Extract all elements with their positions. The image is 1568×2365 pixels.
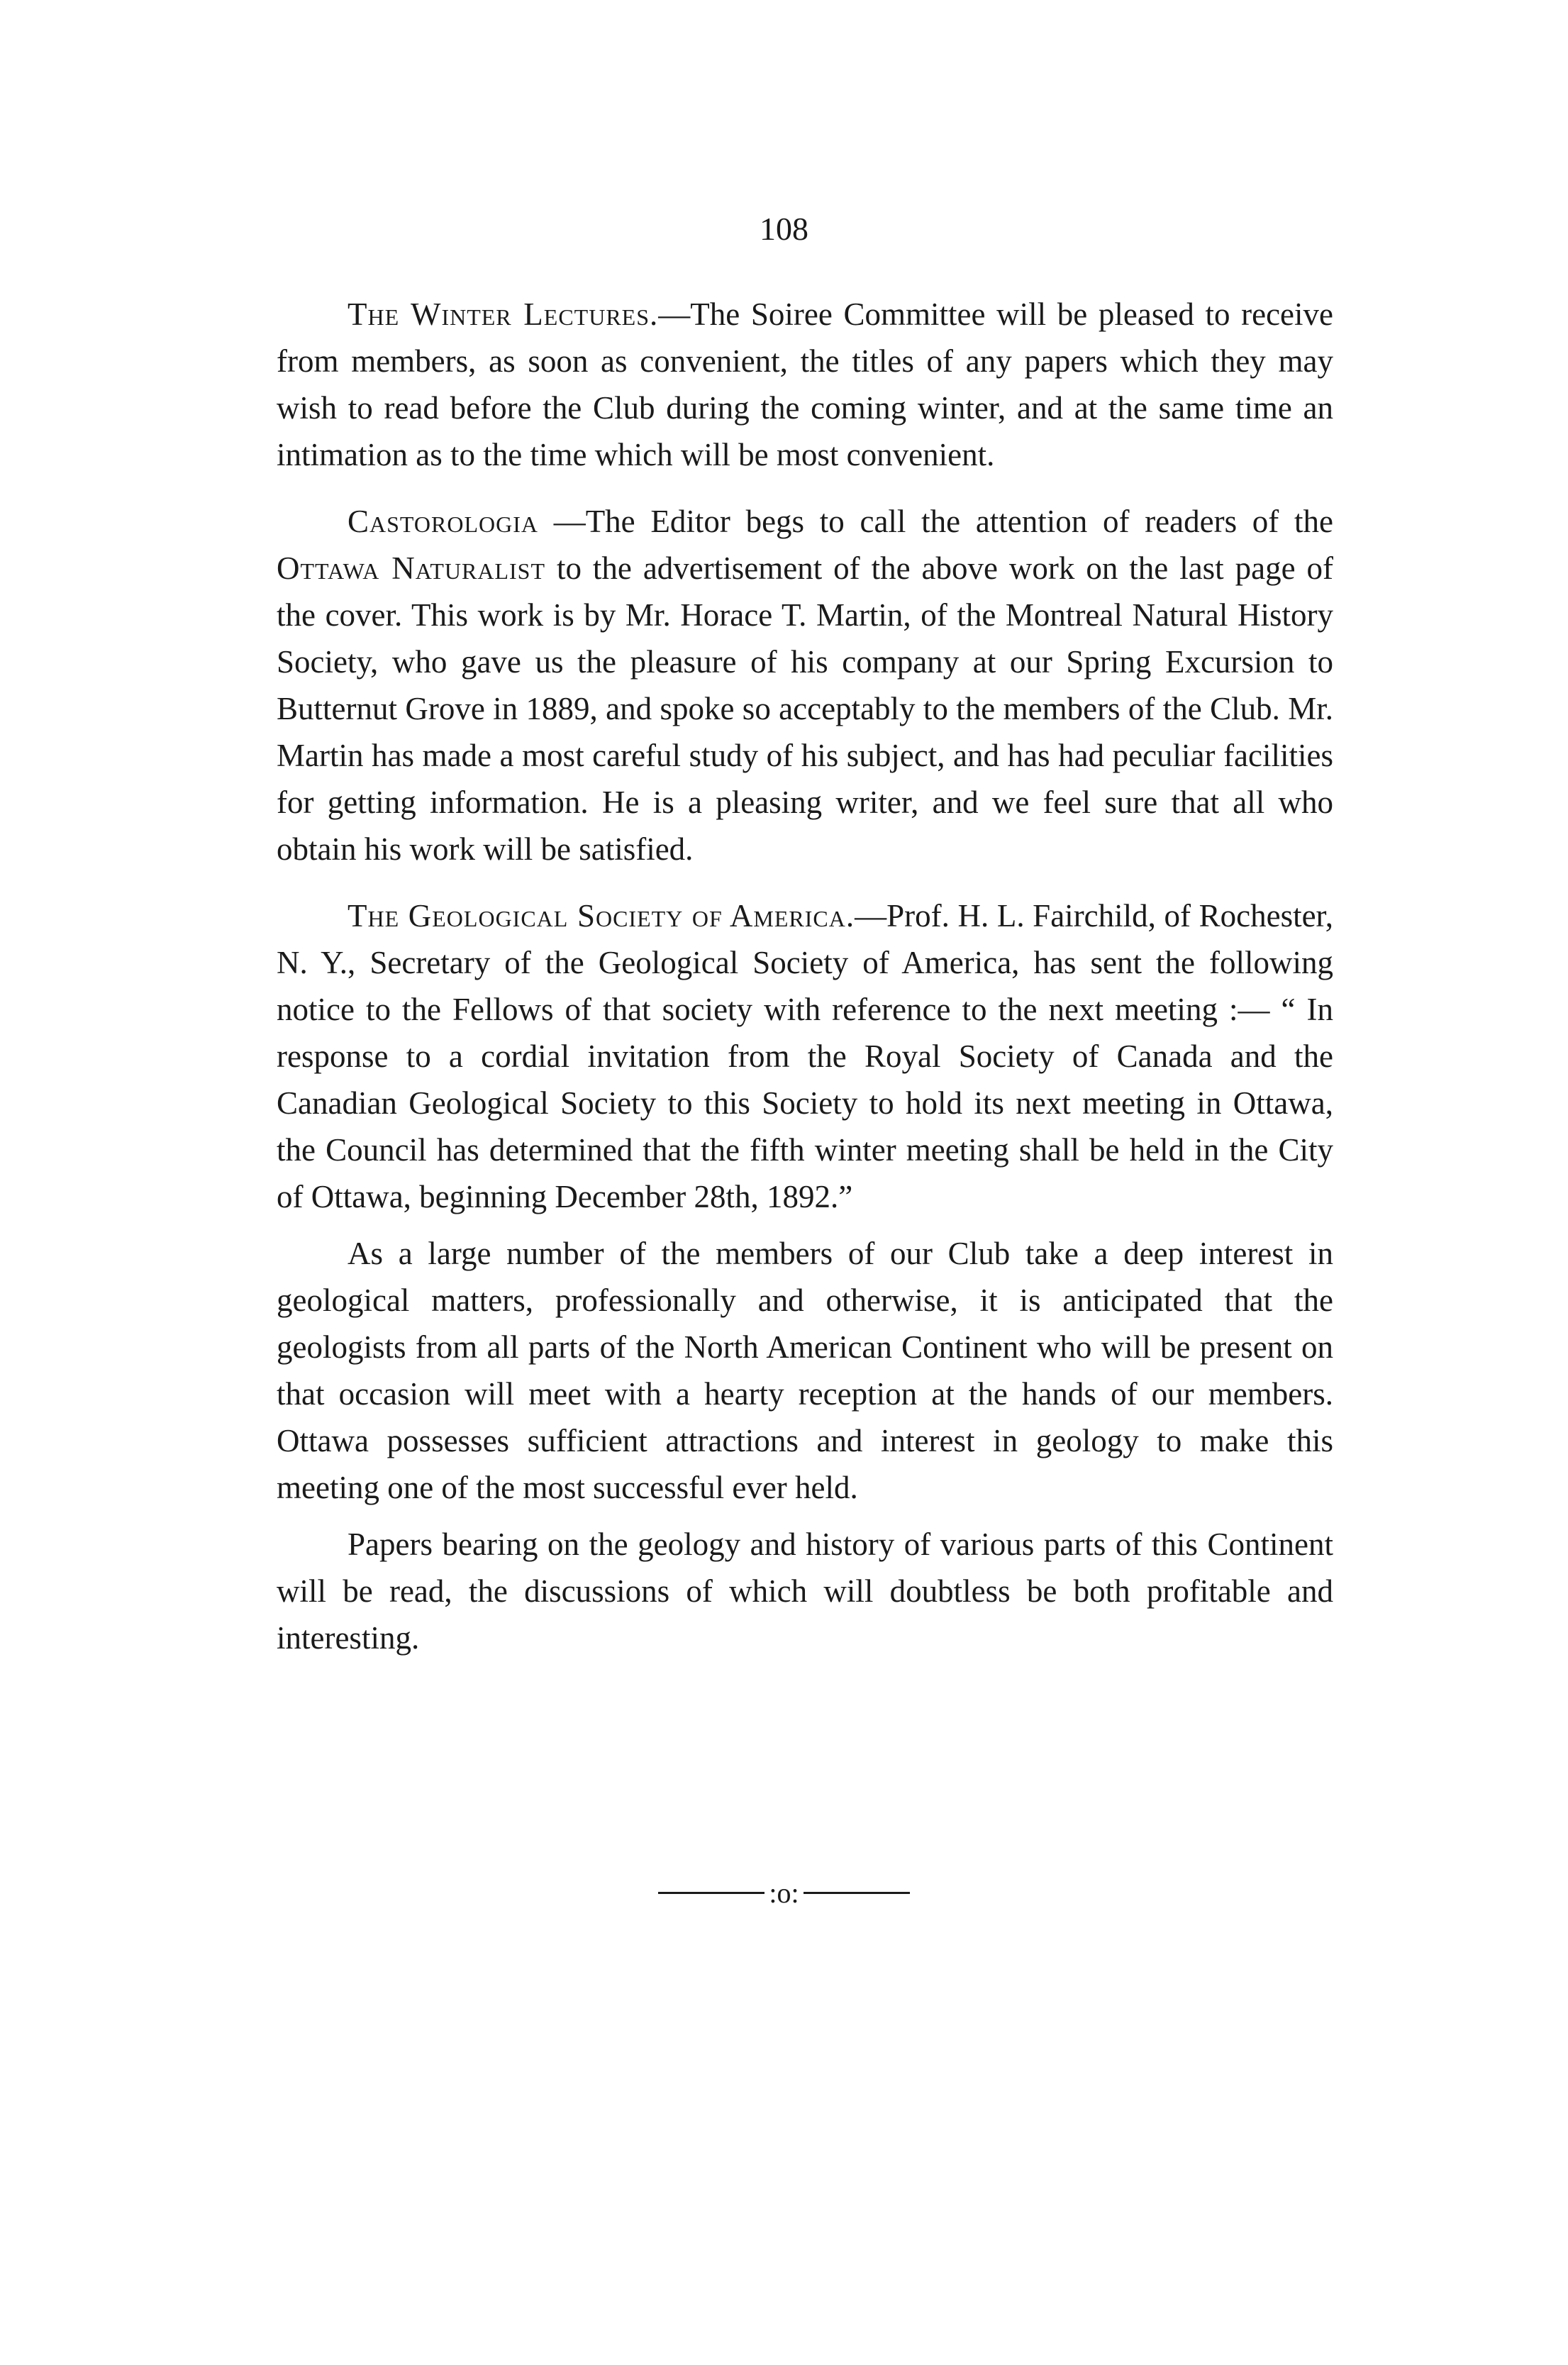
heading-winter-lectures: The Winter Lectures. [347,297,659,332]
separator-rule-left [658,1892,764,1894]
paragraph-geological-interest: As a large number of the members of our Club take a deep interest in geological matters, professionally and otherwise, it is anticipated that the geologists from all parts of the North American Continent who will be present on that occasion will meet with a hearty reception at the hands of our members. Ottawa possesses sufficient attractions and interest in geology to make this meeting one of the most successful ever held. [277,1236,1333,1505]
article-body [277,291,1333,1681]
paragraph-castorologia [277,498,1333,873]
text-winter-lectures: —The Soiree Committee will be pleased to receive from members, as soon as convenient, the titles of any papers which they may wish to read before the Club during the coming winter, and at the same time an intimation as to the time which will be most convenient. [277,297,1333,472]
paragraph-papers: Papers bearing on the geology and history of various parts of this Continent will be read, the discussions of which will doubtless be both profitable and interesting. [277,1527,1333,1656]
section-separator [0,1876,1568,1907]
page-number: 108 [760,211,808,247]
separator-mark: :o: [769,1876,799,1909]
separator-rule-right [804,1892,910,1894]
heading-geological-society: The Geological Society of America. [347,898,855,934]
text-castorologia-before: —The Editor begs to call the attention of readers of the [538,504,1333,539]
paragraph-geological-society [277,892,1333,1220]
paragraph-winter-lectures [277,291,1333,478]
heading-castorologia: Castorologia [347,504,538,539]
text-geological-society: —Prof. H. L. Fairchild, of Rochester, N. Y., Secretary of the Geological Society of America, has sent the following notice to the Fellows of that society with reference to the next meeting :— “ In response to a cordial invitation from the Royal Society of Canada and the Canadian Geological Society to this Society to hold its next meeting in Ottawa, the Council has determined that the fifth winter meeting shall be held in the City of Ottawa, beginning December 28th, 1892.” [277,898,1333,1214]
journal-title: Ottawa Naturalist [277,550,546,586]
text-castorologia-after: to the advertisement of the above work on the last page of the cover. This work is by Mr. Horace T. Martin, of the Montreal Natural History Society, who gave us the pleasure of his company at our Spring Excursion to Butternut Grove in 1889, and spoke so acceptably to the members of the Club. Mr. Martin has made a most careful study of his subject, and has had peculiar facilities for getting information. He is a pleasing writer, and we feel sure that all who obtain his work will be satisfied. [277,550,1334,867]
